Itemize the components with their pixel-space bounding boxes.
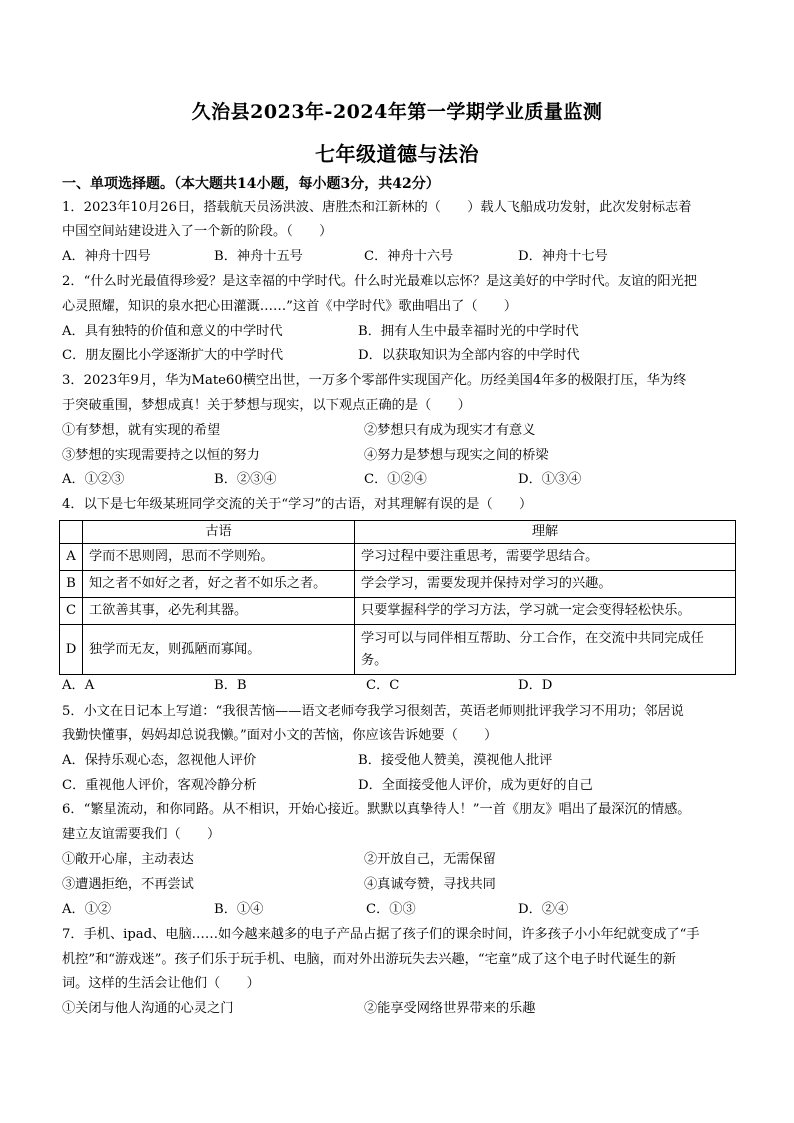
q7-stem-line2: 机控”和“游戏迷”。孩子们乐于玩手机、电脑，而对外出游玩失去兴趣，“宅童”成了这个电子时代诞生的新 (62, 952, 676, 967)
table-row (60, 598, 736, 625)
q2-option-c: C．朋友圈比小学逐渐扩大的中学时代 (62, 348, 284, 363)
q6-option-a: A．①② (62, 902, 112, 917)
q6-stem-line2: 建立友谊需要我们（ ） (62, 827, 221, 842)
q4-option-d: D．D (518, 678, 553, 693)
q2-option-a: A．具有独特的价值和意义的中学时代 (62, 324, 283, 339)
row-ancient: 学而不思则罔，思而不学则殆。 (83, 544, 355, 571)
q3-item-4: ④努力是梦想与现实之间的桥梁 (364, 448, 549, 463)
row-ancient: 独学而无友，则孤陋而寡闻。 (83, 625, 355, 675)
q5-stem-line2: 我勤快懂事，妈妈却总说我懒。”面对小文的苦恼，你应该告诉她要（ ） (62, 728, 498, 743)
q2-stem-line1: 2．“什么时光最值得珍爱？是这幸福的中学时代。什么时光最难以忘怀？是这美好的中学时代。友谊的阳光把 (62, 274, 697, 289)
q4-option-a: A．A (62, 678, 95, 693)
q3-option-b: B．②③④ (214, 472, 277, 487)
q2-stem-line2: 心灵照耀，知识的泉水把心田灌溉……”这首《中学时代》歌曲唱出了（ ） (62, 299, 518, 314)
section-heading: 一、单项选择题。（本大题共14小题，每小题3分，共42分） (62, 176, 440, 192)
table-row (60, 544, 736, 571)
row-letter: C (60, 598, 83, 625)
table-header-understanding: 理解 (355, 521, 736, 544)
row-understanding: 只要掌握科学的学习方法，学习就一定会变得轻松快乐。 (355, 598, 736, 625)
q7-item-2: ②能享受网络世界带来的乐趣 (364, 1001, 536, 1016)
q1-stem-line1: 1．2023年10月26日，搭载航天员汤洪波、唐胜杰和江新林的（ ）载人飞船成功发射，此次发射标志着 (62, 200, 692, 215)
q6-stem-line1: 6．“繁星流动，和你同路。从不相识，开始心接近。默默以真挚待人！”一首《朋友》唱出了最深沉的情感。 (62, 802, 691, 817)
q3-item-1: ①有梦想，就有实现的希望 (62, 423, 221, 438)
q6-item-4: ④真诚夸赞，寻找共同 (364, 877, 496, 892)
row-letter: B (60, 571, 83, 598)
q7-stem-line3: 词。这样的生活会让他们（ ） (62, 976, 260, 991)
q6-option-d: D．②④ (518, 902, 569, 917)
row-ancient: 工欲善其事，必先利其器。 (83, 598, 355, 625)
row-letter: A (60, 544, 83, 571)
q5-option-b: B．接受他人赞美，漠视他人批评 (358, 753, 553, 768)
table-row (60, 571, 736, 598)
q6-option-b: B．①④ (214, 902, 264, 917)
row-understanding: 学习过程中要注重思考，需要学思结合。 (355, 544, 736, 571)
q1-option-a: A．神舟十四号 (62, 249, 151, 264)
q4-table (59, 520, 736, 675)
q5-option-a: A．保持乐观心态，忽视他人评价 (62, 753, 257, 768)
q3-item-3: ③梦想的实现需要持之以恒的努力 (62, 448, 260, 463)
q7-item-1: ①关闭与他人沟通的心灵之门 (62, 1001, 234, 1016)
q3-item-2: ②梦想只有成为现实才有意义 (364, 423, 536, 438)
row-understanding: 学习可以与同伴相互帮助、分工合作，在交流中共同完成任务。 (355, 625, 736, 675)
q6-item-1: ①敞开心扉，主动表达 (62, 852, 194, 867)
q1-option-c: C．神舟十六号 (364, 249, 454, 264)
q7-stem-line1: 7．手机、ipad、电脑……如今越来越多的电子产品占据了孩子们的课余时间，许多孩子小小年纪就变成了“手 (62, 927, 700, 942)
q4-option-c: C．C (366, 678, 400, 693)
q3-stem-line1: 3．2023年9月，华为Mate60横空出世，一万多个零部件实现国产化。历经美国4年多的极限打压，华为终 (62, 373, 687, 388)
q3-option-a: A．①②③ (62, 472, 125, 487)
q6-item-3: ③遭遇拒绝，不再尝试 (62, 877, 194, 892)
q5-option-c: C．重视他人评价，客观冷静分析 (62, 778, 257, 793)
table-row (60, 625, 736, 675)
q6-item-2: ②开放自己，无需保留 (364, 852, 496, 867)
q1-stem-line2: 中国空间站建设进入了一个新的阶段。（ ） (62, 224, 333, 239)
q4-stem: 4．以下是七年级某班同学交流的关于“学习”的古语，对其理解有误的是（ ） (62, 497, 533, 512)
q3-option-d: D．①③④ (518, 472, 582, 487)
q2-option-b: B．拥有人生中最幸福时光的中学时代 (358, 324, 579, 339)
table-header-ancient: 古语 (83, 521, 355, 544)
row-ancient: 知之者不如好之者，好之者不如乐之者。 (83, 571, 355, 598)
q4-option-b: B．B (214, 678, 247, 693)
table-header-row (60, 521, 736, 544)
q1-option-d: D．神舟十七号 (518, 249, 608, 264)
exam-title: 久治县2023年-2024年第一学期学业质量监测 (191, 101, 603, 123)
row-understanding: 学会学习，需要发现并保持对学习的兴趣。 (355, 571, 736, 598)
exam-subtitle: 七年级道德与法治 (315, 142, 479, 166)
row-letter: D (60, 625, 83, 675)
q5-stem-line1: 5．小文在日记本上写道：“我很苦恼——语文老师夸我学习很刻苦，英语老师则批评我学习不用功；邻居说 (62, 704, 684, 719)
q3-stem-line2: 于突破重围，梦想成真！关于梦想与现实，以下观点正确的是（ ） (62, 398, 471, 413)
q2-option-d: D．以获取知识为全部内容的中学时代 (358, 348, 580, 363)
q1-option-b: B．神舟十五号 (214, 249, 303, 264)
q6-option-c: C．①③ (366, 902, 416, 917)
table-header-blank (60, 521, 83, 544)
q5-option-d: D．全面接受他人评价，成为更好的自己 (358, 778, 593, 793)
q3-option-c: C．①②④ (364, 472, 427, 487)
